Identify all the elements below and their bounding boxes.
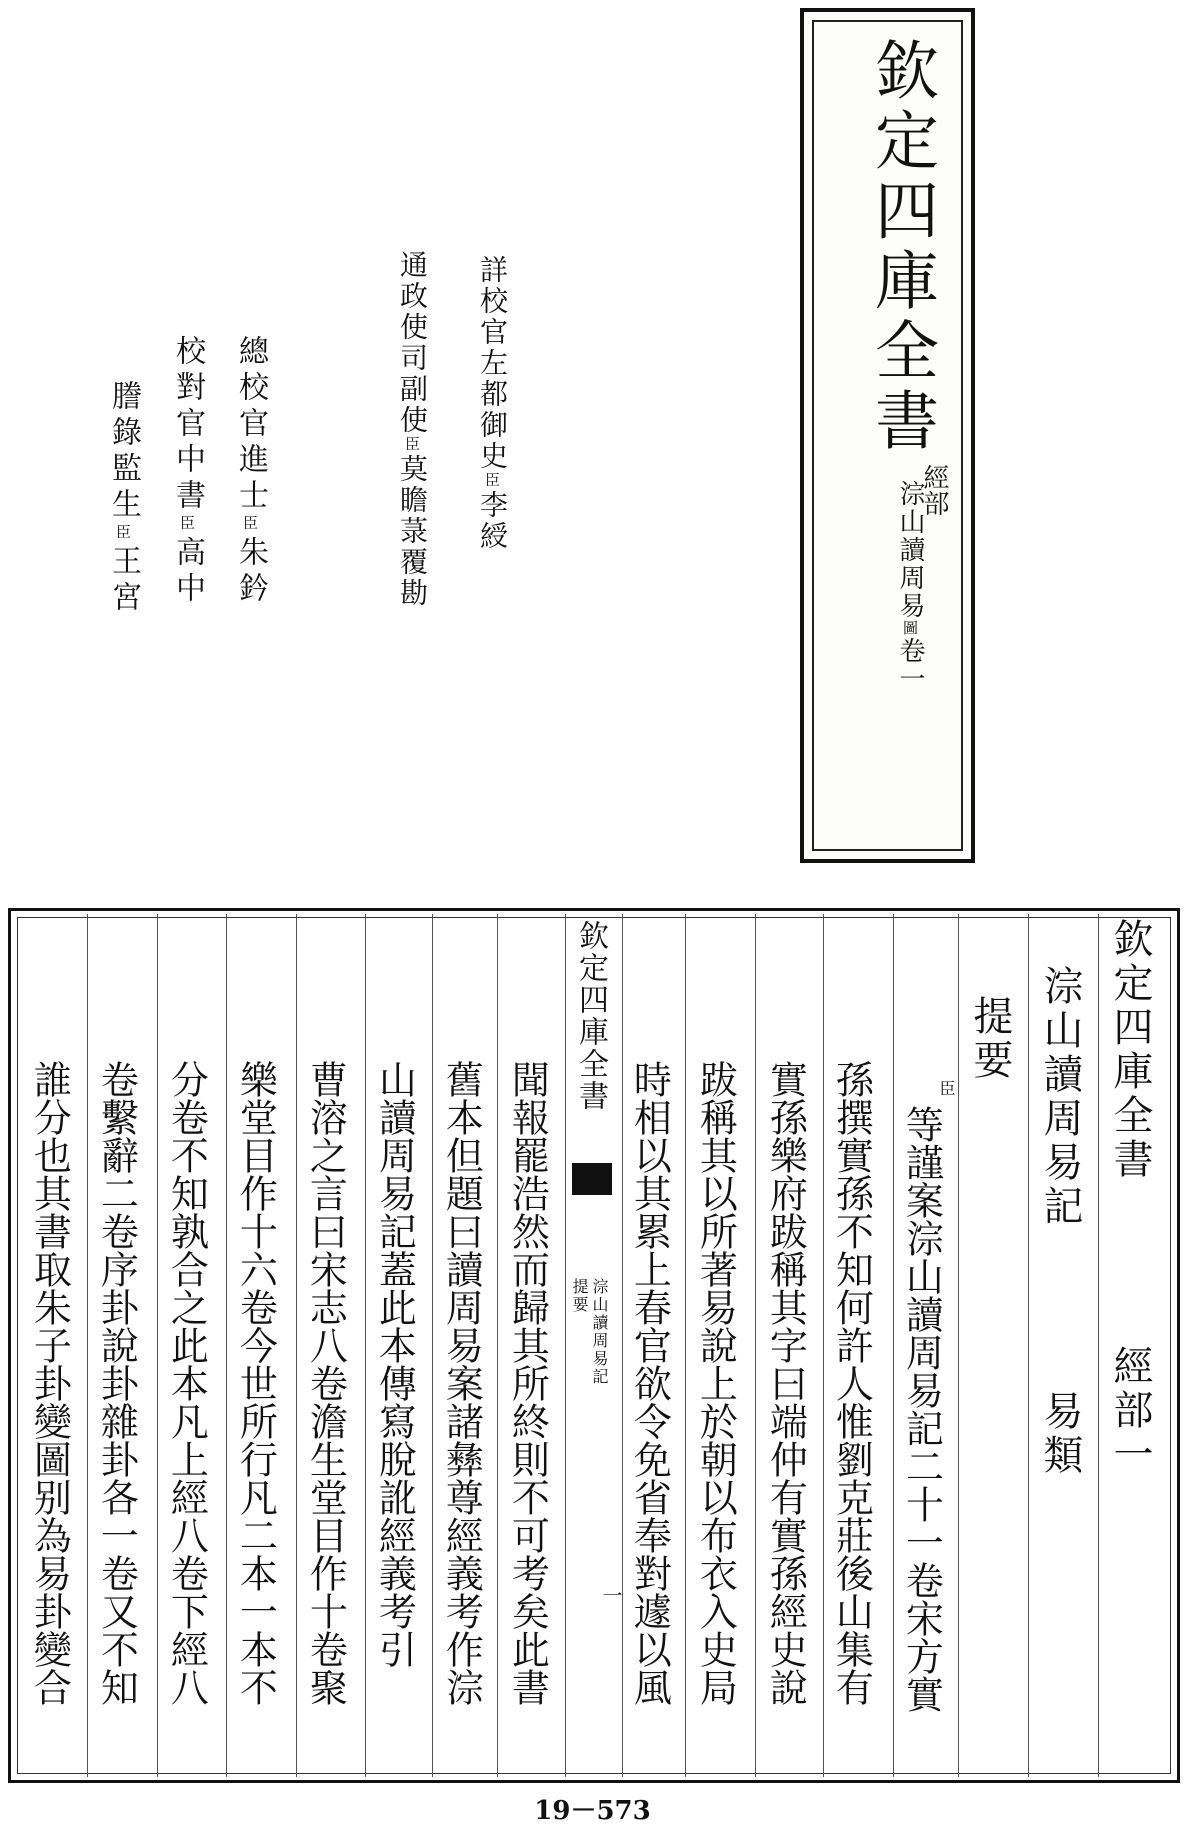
center-strip-title: 欽定四庫全書 bbox=[573, 920, 608, 1112]
column-rule bbox=[823, 914, 824, 1777]
credit-col-2: 通政使司副使臣莫瞻菉覆勘 bbox=[396, 250, 429, 609]
text-column: 時相以其累上春官欲令免省奉對遽以風 bbox=[627, 1060, 672, 1706]
slip-book-title: 淙山讀周易圖卷一 bbox=[895, 480, 925, 693]
column-rule bbox=[432, 914, 433, 1777]
text-column: 孫撰實孫不知何許人惟劉克莊後山集有 bbox=[829, 1060, 874, 1706]
column-rule bbox=[226, 914, 227, 1777]
text-column: 跋稱其以所著易說上於朝以布衣入史局 bbox=[693, 1060, 738, 1706]
chen-mark: 臣 bbox=[937, 1080, 956, 1096]
text-column: 樂堂目作十六卷今世所行凡二本一本不 bbox=[233, 1060, 278, 1706]
slip-volume: 卷一 bbox=[895, 637, 925, 693]
column-rule bbox=[157, 914, 158, 1777]
column-rule bbox=[755, 914, 756, 1777]
column-rule bbox=[497, 914, 498, 1777]
slip-marginal-mark: 圖 bbox=[901, 620, 919, 637]
column-rule bbox=[685, 914, 686, 1777]
column-rule bbox=[1098, 914, 1099, 1777]
credit-col-3: 總校官進士臣朱鈐 bbox=[233, 335, 268, 608]
column-rule bbox=[958, 914, 959, 1777]
text-column: 山讀周易記蓋此本傳寫脫訛經義考引 bbox=[372, 1060, 417, 1668]
column-rule bbox=[87, 914, 88, 1777]
page-book-title: 淙山讀周易記 bbox=[1037, 965, 1083, 1229]
text-column: 實孫樂府跋稱其字曰端仲有實孫經史說 bbox=[763, 1060, 808, 1706]
column-rule bbox=[565, 914, 566, 1777]
column-rule bbox=[622, 914, 623, 1777]
tiyao-label: 提要 bbox=[967, 995, 1013, 1083]
text-column: 曹溶之言曰宋志八卷澹生堂目作十卷聚 bbox=[303, 1060, 348, 1706]
column-rule bbox=[365, 914, 366, 1777]
center-strip-book: 淙山讀周易記 bbox=[590, 1278, 609, 1386]
text-column: 舊本但題曰讀周易案諸彝尊經義考作淙 bbox=[439, 1060, 484, 1706]
page-header-title: 欽定四庫全書 bbox=[1107, 918, 1153, 1182]
page-header-section: 經部一 bbox=[1107, 1345, 1153, 1477]
center-strip-page-no: 一 bbox=[599, 1585, 623, 1605]
slip-section-label: 經部 bbox=[919, 464, 949, 516]
page-number: 19－573 bbox=[534, 1796, 651, 1826]
text-column: 分卷不知孰合之此本凡上經八卷下經八 bbox=[164, 1060, 209, 1706]
title-slip bbox=[800, 8, 975, 863]
text-column: 誰分也其書取朱子卦變圖别為易卦變合 bbox=[27, 1060, 72, 1706]
column-rule bbox=[893, 914, 894, 1777]
column-rule bbox=[296, 914, 297, 1777]
credit-col-1: 詳校官左都御史臣李綬 bbox=[476, 255, 509, 552]
page-category: 易類 bbox=[1037, 1390, 1083, 1478]
text-column: 卷繫辭二卷序卦說卦雜卦各一卷又不知 bbox=[94, 1060, 139, 1706]
center-strip-section: 提要 bbox=[570, 1278, 589, 1314]
text-column: 聞報罷浩然而歸其所終則不可考矣此書 bbox=[505, 1060, 550, 1706]
credit-col-5: 謄錄監生臣王宮 bbox=[106, 380, 141, 617]
text-column: 等謹案淙山讀周易記二十一卷宋方實 bbox=[899, 1105, 944, 1713]
column-rule bbox=[1028, 914, 1029, 1777]
fish-tail-mark bbox=[572, 1163, 612, 1195]
slip-main-title: 欽定四庫全書 bbox=[864, 37, 938, 457]
credit-col-4: 校對官中書臣高中 bbox=[170, 335, 205, 608]
